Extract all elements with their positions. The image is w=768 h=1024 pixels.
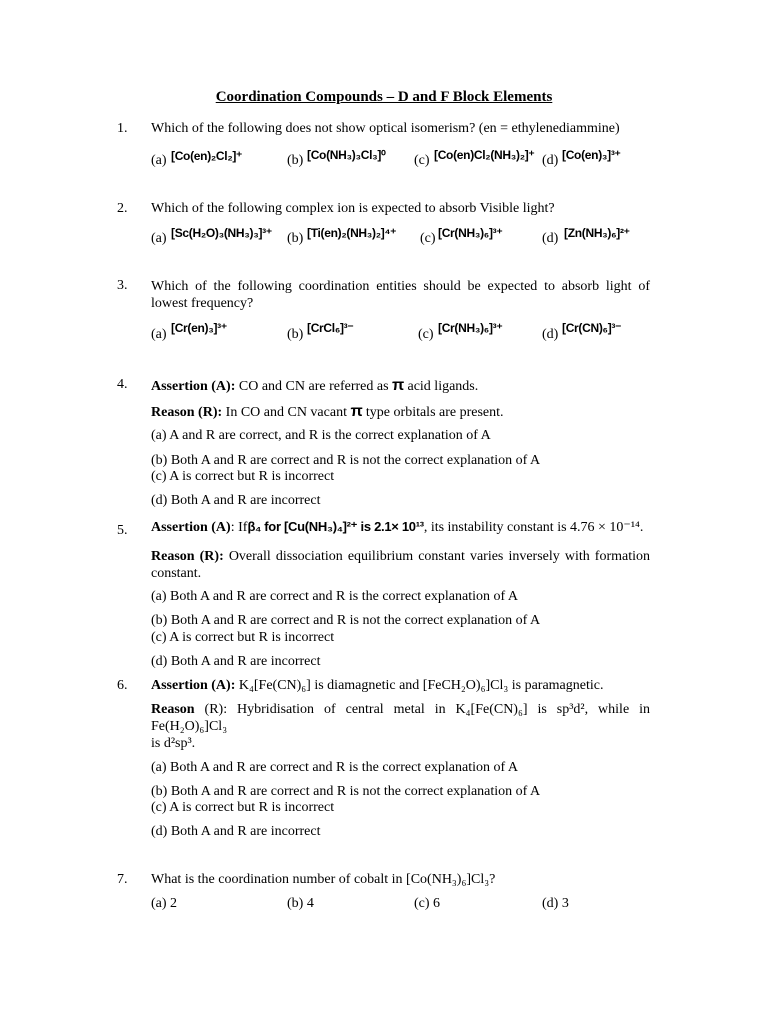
option-d: (d) Both A and R are incorrect [151,824,321,839]
option-d: (d) 3 [542,896,569,911]
option-c: (c) A is correct but R is incorrect [151,469,335,484]
reason-label: Reason (R): [151,405,223,420]
option-d-formula: [Co(en)₃]³⁺ [562,148,621,162]
assertion-text: CO and CN are referred as [238,379,389,394]
option-b-label: (b) [287,327,304,342]
option-d-formula: [Zn(NH₃)₆]²⁺ [564,226,630,240]
option-d-label: (d) [542,231,559,246]
option-b-formula: [CrCl₆]³⁻ [307,321,354,335]
reason [151,548,650,582]
assertion-label: Assertion (A) [151,520,231,535]
option-d: (d) Both A and R are incorrect [151,493,321,508]
assertion [151,678,603,694]
option-a: (a) 2 [151,896,178,911]
assertion [151,519,643,536]
question-text: Which of the following does not show optical isomerism? (en = ethylenediammine) [151,121,620,136]
option-a: (a) A and R are correct, and R is the correct explanation of A [151,428,491,443]
question-number: 7. [117,872,128,887]
reason-line-2: Fe(H₂O)₆]Cl₃ [151,719,228,734]
assertion [151,377,478,395]
option-b-formula: [Co(NH₃)₃Cl₃]⁰ [307,148,386,162]
option-a-formula: [Co(en)₂Cl₂]⁺ [171,149,243,163]
option-c-label: (c) [420,231,436,246]
question-number: 6. [117,678,128,693]
assertion-text-end: acid ligands. [407,379,479,394]
option-c-formula: [Cr(NH₃)₆]³⁺ [438,321,503,335]
question-number: 3. [117,278,128,293]
option-b: (b) Both A and R are correct and R is not the correct explanation of A [151,453,541,468]
assertion-formula: β₄ for [Cu(NH₃)₄]²⁺ is 2.1× 10¹³ [247,519,424,534]
reason [151,403,504,421]
option-c-formula: [Co(en)Cl₂(NH₃)₂]⁺ [434,148,535,162]
option-c-label: (c) [418,327,434,342]
assertion-text-end: , its instability constant is 4.76 × 10⁻¹⁴. [423,520,644,535]
option-a-formula: [Cr(en)₃]³⁺ [171,321,227,335]
option-a-label: (a) [151,231,167,246]
option-d: (d) Both A and R are incorrect [151,654,321,669]
reason-line-3: is d²sp³. [151,736,196,751]
option-a: (a) Both A and R are correct and R is the correct explanation of A [151,589,518,604]
question-text: Which of the following complex ion is expected to absorb Visible light? [151,201,555,216]
option-a: (a) Both A and R are correct and R is the correct explanation of A [151,760,518,775]
reason [151,702,650,718]
assertion-label: Assertion (A): [151,379,236,394]
pi-symbol: π [350,403,363,420]
reason-text: Overall dissociation equilibrium constant varies inversely with formation constant. [151,549,651,581]
option-c: (c) A is correct but R is incorrect [151,800,335,815]
option-c: (c) 6 [414,896,441,911]
pi-symbol: π [392,377,404,394]
option-c-label: (c) [414,153,430,168]
option-b: (b) 4 [287,896,314,911]
page-title: Coordination Compounds – D and F Block Elements [215,89,553,105]
reason-text: (R): Hybridisation of central metal in K₄[Fe(CN)₆] is sp³d², while in [204,702,651,717]
option-b: (b) Both A and R are correct and R is not the correct explanation of A [151,613,541,628]
question-number: 1. [117,121,128,136]
assertion-text: : If [230,520,248,535]
option-d-formula: [Cr(CN)₆]³⁻ [562,321,622,335]
question-number: 2. [117,201,128,216]
option-d-label: (d) [542,153,559,168]
option-a-label: (a) [151,153,167,168]
option-b: (b) Both A and R are correct and R is not the correct explanation of A [151,784,541,799]
reason-text-end: type orbitals are present. [365,405,504,420]
question-number: 4. [117,377,128,392]
option-a-label: (a) [151,327,167,342]
option-b-label: (b) [287,231,304,246]
option-d-label: (d) [542,327,559,342]
option-b-label: (b) [287,153,304,168]
reason-label: Reason [151,702,195,717]
question-text: What is the coordination number of cobalt in [Co(NH₃)₆]Cl₃? [151,872,496,887]
option-b-formula: [Ti(en)₂(NH₃)₂]⁴⁺ [307,226,397,240]
reason-text: In CO and CN vacant [225,405,347,420]
assertion-label: Assertion (A): [151,678,236,693]
option-c-formula: [Cr(NH₃)₆]³⁺ [438,226,503,240]
question-text: Which of the following coordination entities should be expected to absorb light of lowest frequency? [151,279,650,311]
option-c: (c) A is correct but R is incorrect [151,630,335,645]
option-a-formula: [Sc(H₂O)₃(NH₃)₃]³⁺ [171,226,272,240]
reason-label: Reason (R): [151,549,224,564]
question-number: 5. [117,523,128,538]
assertion-text: K₄[Fe(CN)₆] is diamagnetic and [FeCH₂O)₆]Cl₃ is paramagnetic. [238,678,604,693]
